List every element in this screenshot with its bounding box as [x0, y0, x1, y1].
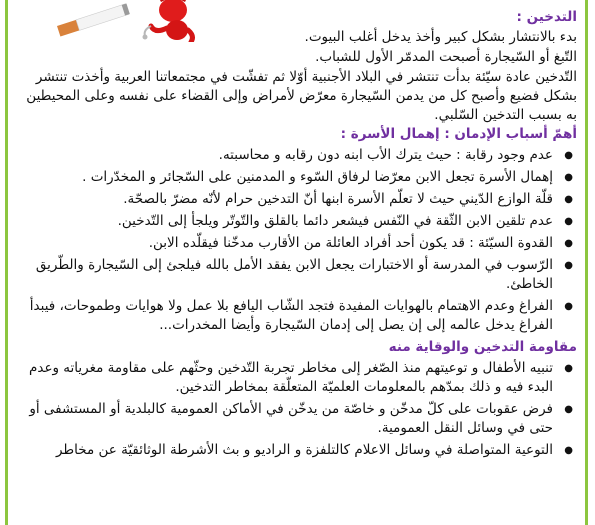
- list-item: ● تنبيه الأطفال و توعيتهم منذ الصّغر إلى مخاطر تجربة التّدخين وحثّهم على مقاومة مغرياته وعدم البدء فيه و ذلك بمدّهم بالمعلومات العلميّة المتعلّقة بمخاطر التدخين.: [25, 359, 577, 397]
- list-item: ● التوعية المتواصلة في وسائل الاعلام كالتلفزة و الراديو و بث الأشرطة الوثائقيّة عن مخاطر: [25, 441, 577, 460]
- causes-heading: [25, 125, 577, 144]
- causes-subtitle: إهمال الأسرة :: [340, 126, 440, 142]
- intro-line: التّبغ أو السّيجارة أصبحت المدمّر الأول للشباب.: [315, 49, 577, 65]
- article-content: [25, 8, 577, 463]
- intro-line: بدء بالانتشار بشكل كبير وأخذ يدخل أغلب البيوت.: [304, 29, 577, 45]
- causes-list: [25, 146, 577, 335]
- prevention-title: مقاومة التدخين والوقاية منه: [388, 339, 577, 355]
- causes-title: أهمّ أسباب الإدمان :: [444, 126, 577, 142]
- intro-paragraph: التّدخين عادة سيّئة بدأت تنتشر في البلاد الأجنبية أوّلا ثم تفشّت في مجتمعاتنا العربية وأخذت تنتشر بشكل فضيع وأصبح كل من يدمن السّيجارة معرّض لأمراض وإلى القضاء على نفسه وعلى المحيطين به بسبب التدخين السّلبي.: [26, 69, 577, 123]
- list-item: ● الفراغ وعدم الاهتمام بالهوايات المفيدة فتجد الشّاب اليافع بلا عمل ولا هوايات وطموحات، فيبدأ الفراغ يدخل عالمه إلى إن يصل إلى إدمان السّيجارة وأيضا المخدرات...: [25, 297, 577, 335]
- list-item: ● القدوة السيّئة : قد يكون أحد أفراد العائلة من الأقارب مدخّنا فيقلّده الابن.: [25, 234, 577, 253]
- list-item: ● عدم وجود رقابة : حيث يترك الأب ابنه دون رقابه و محاسبته.: [25, 146, 577, 165]
- prevention-list: [25, 359, 577, 460]
- list-item: ● إهمال الأسرة تجعل الابن معرّضا لرفاق السّوء و المدمنين على السّجائر و المخدّرات .: [25, 168, 577, 187]
- list-item: ● فرض عقوبات على كلّ مدخّن و خاصّة من يدخّن في الأماكن العمومية كالبلدية أو المستشفى أو حتى في وسائل النقل العمومية.: [25, 400, 577, 438]
- list-item: ● عدم تلقين الابن الثّقة في النّفس فيشعر دائما بالقلق والتّوتّر ويلجأ إلى التّدخين.: [25, 212, 577, 231]
- list-item: ● الرّسوب في المدرسة أو الاختبارات يجعل الابن يفقد الأمل بالله فيلجئ إلى السّيجارة والطّريق الخاطئ.: [25, 256, 577, 294]
- list-item: ● قلّة الوازع الدّيني حيث لا تعلّم الأسرة ابنها أنّ التدخين حرام لأنّه مضرّ بالصحّة.: [25, 190, 577, 209]
- section-title: التدخين :: [516, 9, 577, 25]
